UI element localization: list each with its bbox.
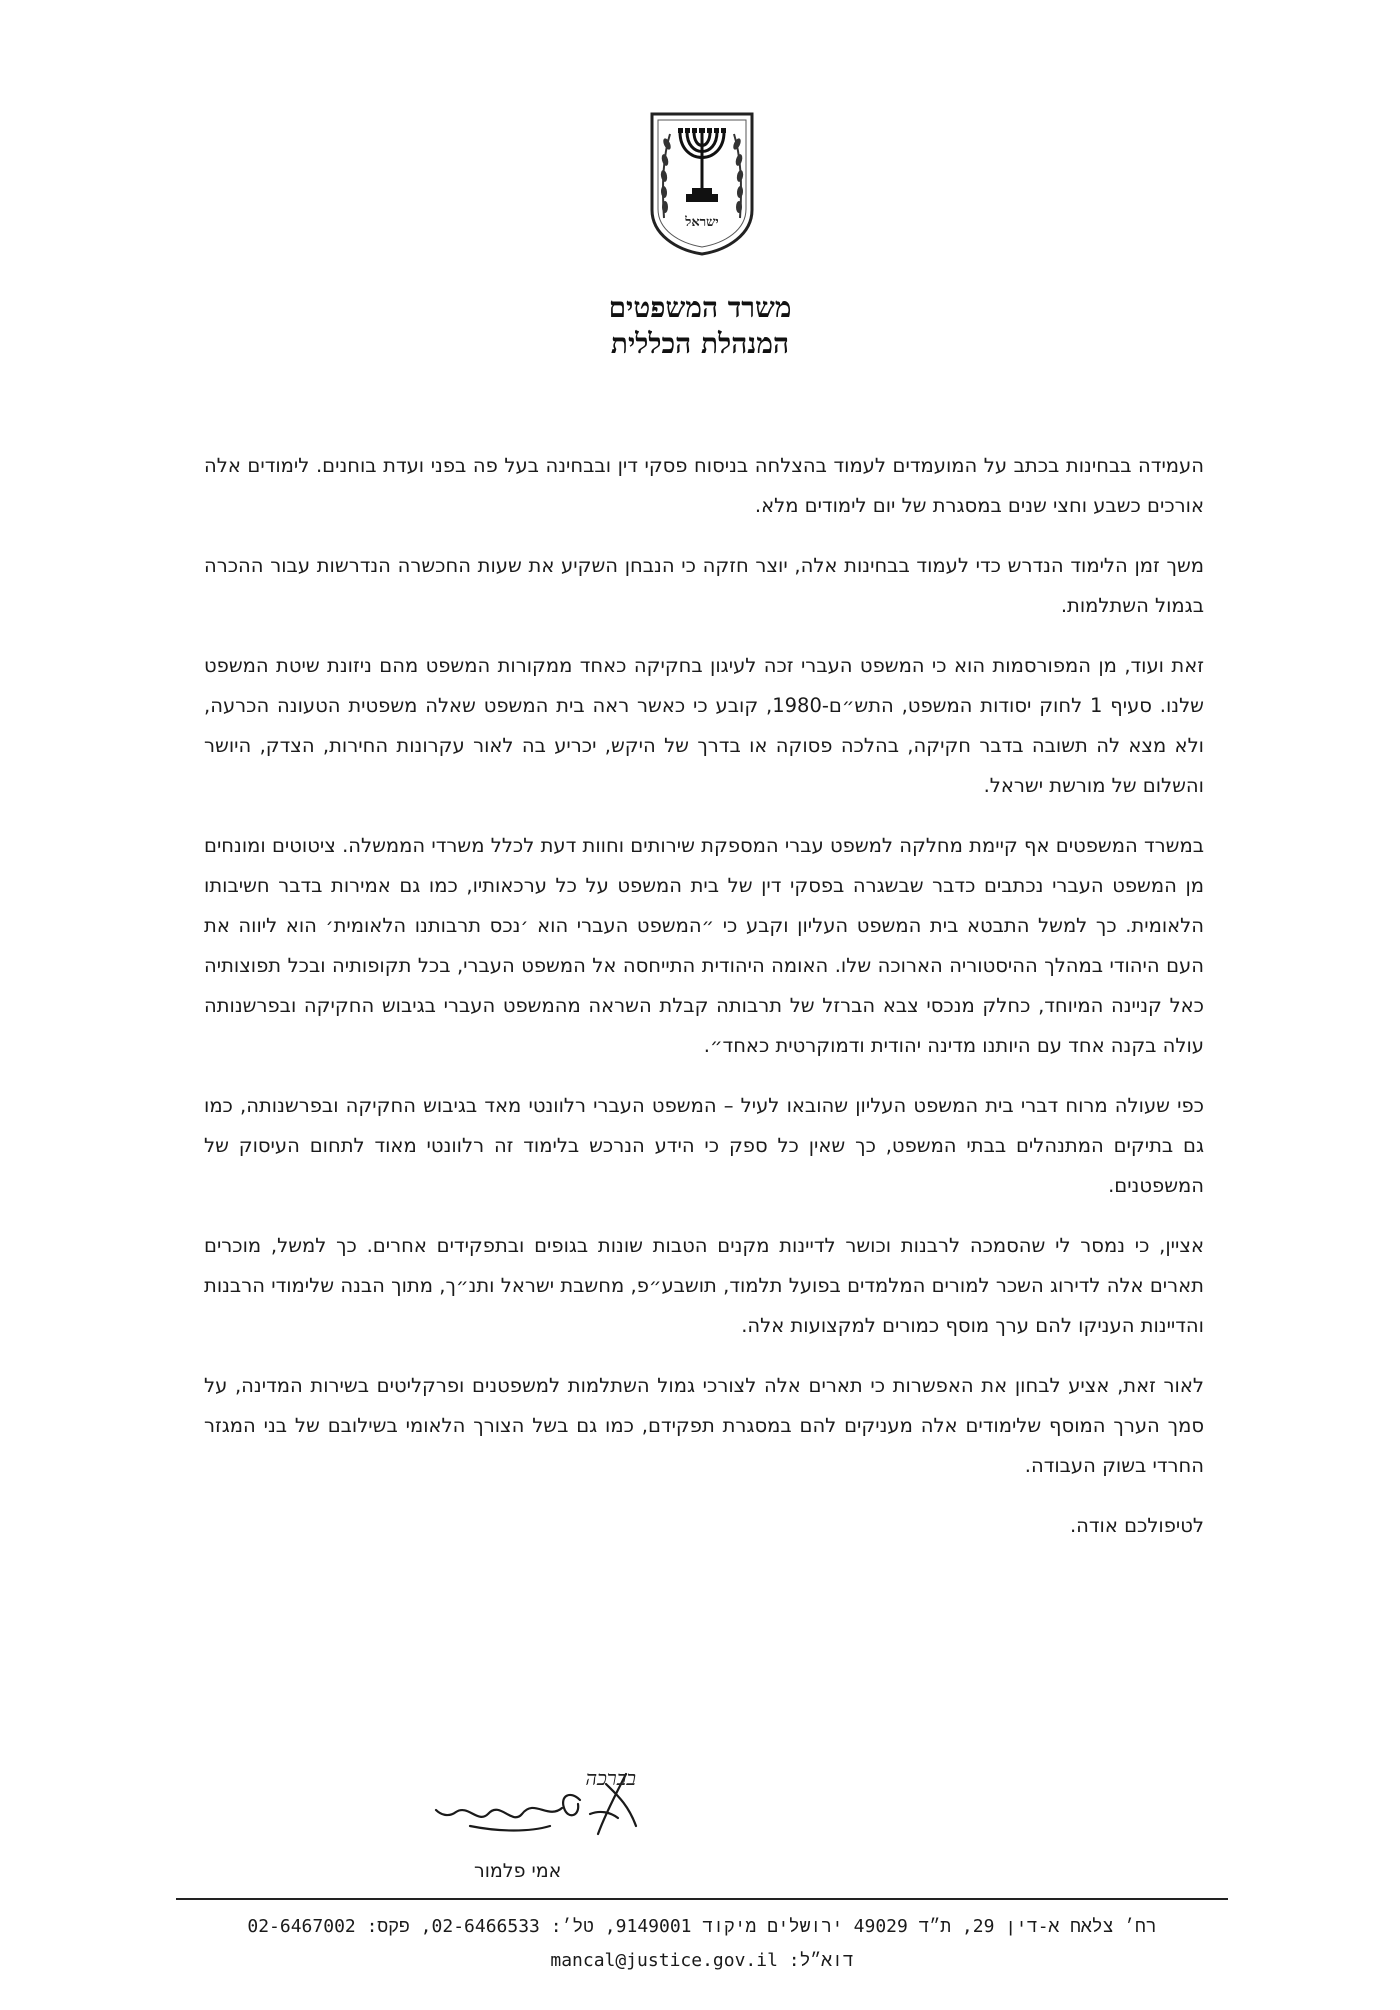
state-emblem-menorah-icon	[648, 110, 756, 256]
closing-line: לטיפולכם אודה.	[1069, 1514, 1204, 1537]
footer-address: רח׳ צלאח א-דין 29, ת״ד 49029 ירושלים מיקוד 9149001, טל׳: 02-6466533, פקס: 02-6467002	[247, 1916, 1157, 1937]
letter-body	[204, 446, 1204, 1566]
paragraph-2: משך זמן הלימוד הנדרש כדי לעמוד בבחינות אלה, יוצר חזקה כי הנבחן השקיע את שעות החכשרה הנדרשות עבור ההכרה בגמול השתלמות.	[204, 554, 1204, 617]
signer-name: אמי פלמור	[474, 1860, 562, 1882]
footer-email-line	[176, 1944, 1228, 1978]
letterhead	[0, 290, 1400, 362]
paragraph-3: זאת ועוד, מן המפורסמות הוא כי המשפט העברי זכה לעיגון בחקיקה כאחד ממקורות המשפט מהם ניזונת שיטת המשפט שלנו. סעיף 1 לחוק יסודות המשפט, התש״ם-1980, קובע כי כאשר ראה בית המשפט שאלה משפטית הטעונה הכרעה, ולא מצא לה תשובה בדבר חקיקה, בהלכה פסוקה או בדרך של היקש, יכריע בה לאור עקרונות החירות, הצדק, היושר והשלום של מורשת ישראל.	[204, 654, 1204, 797]
footer	[176, 1910, 1228, 1978]
state-emblem	[648, 110, 756, 256]
ministry-name: משרד המשפטים	[608, 291, 792, 324]
footer-email[interactable]: mancal@justice.gov.il	[550, 1950, 778, 1971]
paragraph-1: העמידה בבחינות בכתב על המועמדים לעמוד בהצלחה בניסוח פסקי דין ובבחינה בעל פה בפני ועדת בוחנים. לימודים אלה אורכים כשבע וחצי שנים במסגרת של יום לימודים מלא.	[204, 454, 1204, 517]
department-name: המנהלת הכללית	[610, 327, 790, 360]
paragraph-7: לאור זאת, אציע לבחון את האפשרות כי תארים אלה לצורכי גמול השתלמות למשפטנים ופרקליטים בשירות המדינה, על סמך הערך המוסף שלימודים אלה מעניקים להם במסגרת תפקידם, כמו גם בשל הצורך הלאומי בשילובם של בני המגזר החרדי בשוק העבודה.	[204, 1374, 1204, 1477]
signature-block	[430, 1760, 650, 1860]
signature-greeting: בברכה	[585, 1766, 636, 1790]
footer-divider	[176, 1898, 1228, 1900]
emblem-text: ישראל	[685, 215, 719, 230]
paragraph-6: אציין, כי נמסר לי שהסמכה לרבנות וכושר לדיינות מקנים הטבות שונות בגופים ובתפקידים אחרים. כך למשל, מוכרים תארים אלה לדירוג השכר למורים המלמדים בפועל תלמוד, תושבע״פ, מחשבת ישראל ותנ״ך, מתוך הבנה שלימודי הרבנות והדיינות העניקו להם ערך מוסף כמורים למקצועות אלה.	[204, 1234, 1204, 1337]
footer-email-label: דוא״ל:	[788, 1950, 854, 1971]
paragraph-4: במשרד המשפטים אף קיימת מחלקה למשפט עברי המספקת שירותים וחוות דעת לכלל משרדי הממשלה. ציטוטים ומונחים מן המשפט העברי נכתבים כדבר שבשגרה בפסקי דין של בית המשפט על כל ערכאותיו, כמו גם אמירות בדבר חשיבותו הלאומית. כך למשל התבטא בית המשפט העליון וקבע כי ״המשפט העברי הוא ׳נכס תרבותנו הלאומית׳ הוא ליווה את העם היהודי במהלך ההיסטוריה הארוכה שלו. האומה היהודית התייחסה אל המשפט העברי, בכל תקופותיה ובכל תפוצותיה כאל קניינה המיוחד, כחלק מנכסי צבא הברזל של תרבותה קבלת השראה מהמשפט העברי בגיבוש החקיקה ובפרשנותה עולה בקנה אחד עם היותנו מדינה יהודית ודמוקרטית כאחד״.	[204, 834, 1204, 1057]
paragraph-5: כפי שעולה מרוח דברי בית המשפט העליון שהובאו לעיל – המשפט העברי רלוונטי מאד בגיבוש החקיקה ובפרשנותה, כמו גם בתיקים המתנהלים בבתי המשפט, כך שאין כל ספק כי הידע הנרכש בלימוד זה רלוונטי מאוד לתחום העיסוק של המשפטנים.	[204, 1094, 1204, 1197]
